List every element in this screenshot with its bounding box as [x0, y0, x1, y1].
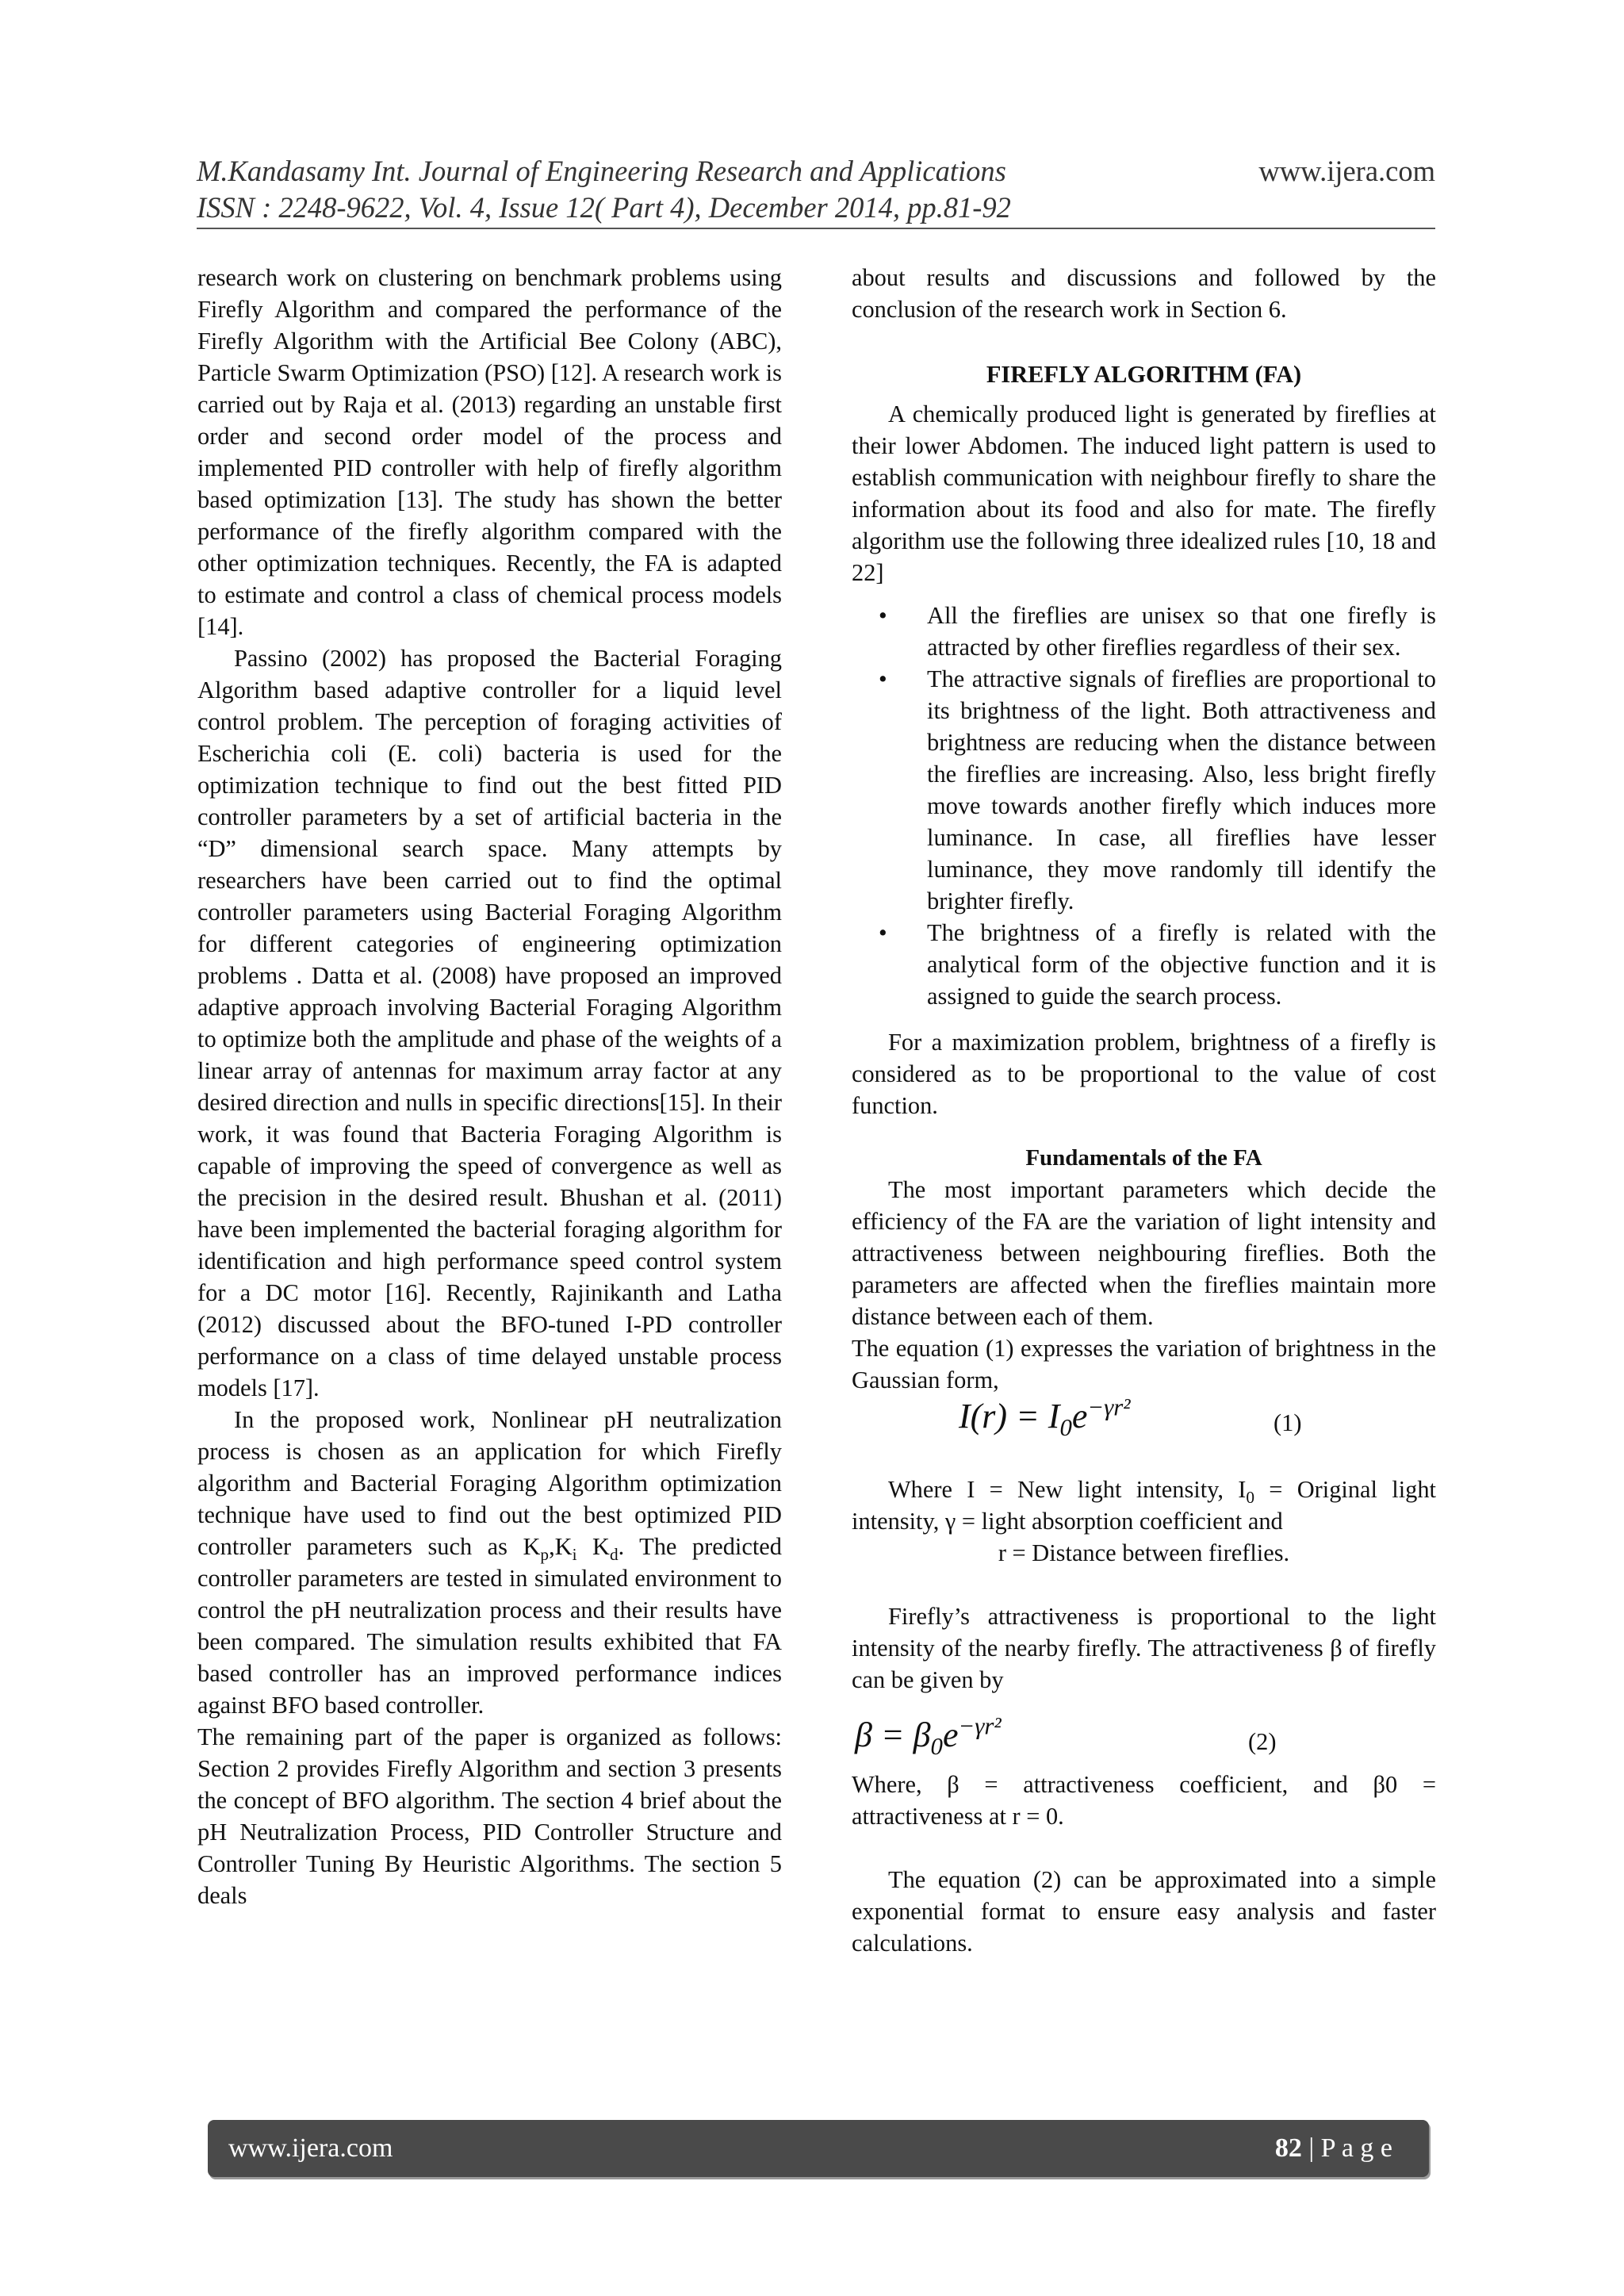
list-item: • The brightness of a firefly is related with the analytical form of the objective function and it is assigned to guide the search process.	[852, 917, 1436, 1012]
list-item: • All the fireflies are unisex so that one firefly is attracted by other fireflies regardless of their sex.	[852, 600, 1436, 663]
section-heading: FIREFLY ALGORITHM (FA)	[986, 361, 1302, 388]
paragraph: The equation (2) can be approximated into a simple exponential format to ensure easy analysis and faster calculations.	[852, 1866, 1436, 1957]
paragraph: The most important parameters which decide the efficiency of the FA are the variation of light intensity and attractiveness between neighbouring fireflies. Both the parameters are affected when the fireflies maintain more distance between each of them.	[852, 1176, 1436, 1330]
paragraph: The equation (1) expresses the variation of brightness in the Gaussian form,	[852, 1335, 1436, 1393]
paragraph: research work on clustering on benchmark problems using Firefly Algorithm and compared the performance of the Firefly Algorithm with the Artificial Bee Colony (ABC), Particle Swarm Optimization (PSO) [12]. A research work is carried out by Raja et al. (2013) regarding an unstable first order and second order model of the process and implemented PID controller with help of firefly algorithm based optimization [13]. The study has shown the better performance of the firefly algorithm compared with the other optimization techniques. Recently, the FA is adapted to estimate and control a class of chemical process models [14].	[197, 264, 782, 640]
right-column	[852, 262, 1436, 1959]
page-footer	[208, 2120, 1429, 2177]
journal-title: M.Kandasamy Int. Journal of Engineering Research and Applications	[197, 155, 1006, 187]
paragraph: Firefly’s attractiveness is proportional to the light intensity of the nearby firefly. The attractiveness β of firefly can be given by	[852, 1603, 1436, 1693]
paragraph: Where I = New light intensity, $I_0$ = Original light intensity, γ = light absorption coefficient and	[852, 1476, 1436, 1535]
journal-website: www.ijera.com	[1258, 155, 1435, 187]
paragraph: r = Distance between fireflies.	[998, 1539, 1290, 1566]
paragraph: about results and discussions and followed by the conclusion of the research work in Section 6.	[852, 264, 1436, 323]
bullet-icon: •	[879, 919, 887, 946]
paragraph: In the proposed work, Nonlinear pH neutralization process is chosen as an application for which Firefly algorithm and Bacterial Foraging Algorithm optimization technique have used to find out the best optimized PID controller parameters such as $K_p,K_i$ $K_d$. The predicted controller parameters are tested in simulated environment to control the pH neutralization process and their results have been compared. The simulation results exhibited that FA based controller has an improved performance indices against BFO based controller.	[197, 1406, 782, 1719]
equation-1: $I(r) = I_0e^{-\gamma r^2}$ (1)	[959, 1393, 1302, 1441]
issn-line: ISSN : 2248-9622, Vol. 4, Issue 12( Part 4), December 2014, pp.81-92	[197, 191, 1011, 224]
subsection-heading: Fundamentals of the FA	[1025, 1145, 1262, 1171]
rules-list	[852, 600, 1436, 1012]
running-header	[197, 153, 1435, 226]
footer-website: www.ijera.com	[228, 2133, 393, 2163]
equation-2: $\beta = \beta_0e^{-\gamma r^2}$ (2)	[855, 1712, 1277, 1760]
paragraph: Where, β = attractiveness coefficient, and β0 = attractiveness at r = 0.	[852, 1771, 1436, 1830]
paragraph: For a maximization problem, brightness of a firefly is considered as to be proportional to the value of cost function.	[852, 1029, 1436, 1119]
bullet-icon: •	[879, 665, 887, 692]
list-item: • The attractive signals of fireflies are proportional to its brightness of the light. Both attractiveness and brightness are reducing when the distance between the fireflies are increasing. Also, less bright firefly move towards another firefly which induces more luminance. In case, all fireflies have lesser luminance, they move randomly till identify the brighter firefly.	[852, 663, 1436, 917]
paragraph: Passino (2002) has proposed the Bacterial Foraging Algorithm based adaptive controller for a liquid level control problem. The perception of foraging activities of Escherichia coli (E. coli) bacteria is used for the optimization technique to find out the best fitted PID controller parameters by a set of artificial bacteria in the “D” dimensional search space. Many attempts by researchers have been carried out to find the optimal controller parameters using Bacterial Foraging Algorithm for different categories of engineering optimization problems . Datta et al. (2008) have proposed an improved adaptive approach involving Bacterial Foraging Algorithm to optimize both the amplitude and phase of the weights of a linear array of antennas for maximum array factor at any desired direction and nulls in specific directions[15]. In their work, it was found that Bacteria Foraging Algorithm is capable of improving the speed of convergence as well as the precision in the desired result. Bhushan et al. (2011) have been implemented the bacterial foraging algorithm for identification and high performance speed control system for a DC motor [16]. Recently, Rajinikanth and Latha (2012) discussed about the BFO-tuned I-PD controller performance on a class of time delayed unstable process models [17].	[197, 645, 782, 1401]
equation-number: (2)	[1248, 1728, 1277, 1755]
left-column	[197, 262, 782, 1911]
bullet-icon: •	[879, 602, 887, 629]
paragraph: The remaining part of the paper is organized as follows: Section 2 provides Firefly Algorithm and section 3 presents the concept of BFO algorithm. The section 4 brief about the pH Neutralization Process, PID Controller Structure and Controller Tuning By Heuristic Algorithms. The section 5 deals	[197, 1723, 782, 1909]
paragraph: A chemically produced light is generated by fireflies at their lower Abdomen. The induced light pattern is used to establish communication with neighbour firefly to share the information about its food and also for mate. The firefly algorithm use the following three idealized rules [10, 18 and 22]	[852, 401, 1436, 586]
header-divider	[197, 228, 1435, 229]
equation-number: (1)	[1274, 1409, 1302, 1436]
page-number: 82 | P a g e	[1274, 2133, 1392, 2163]
